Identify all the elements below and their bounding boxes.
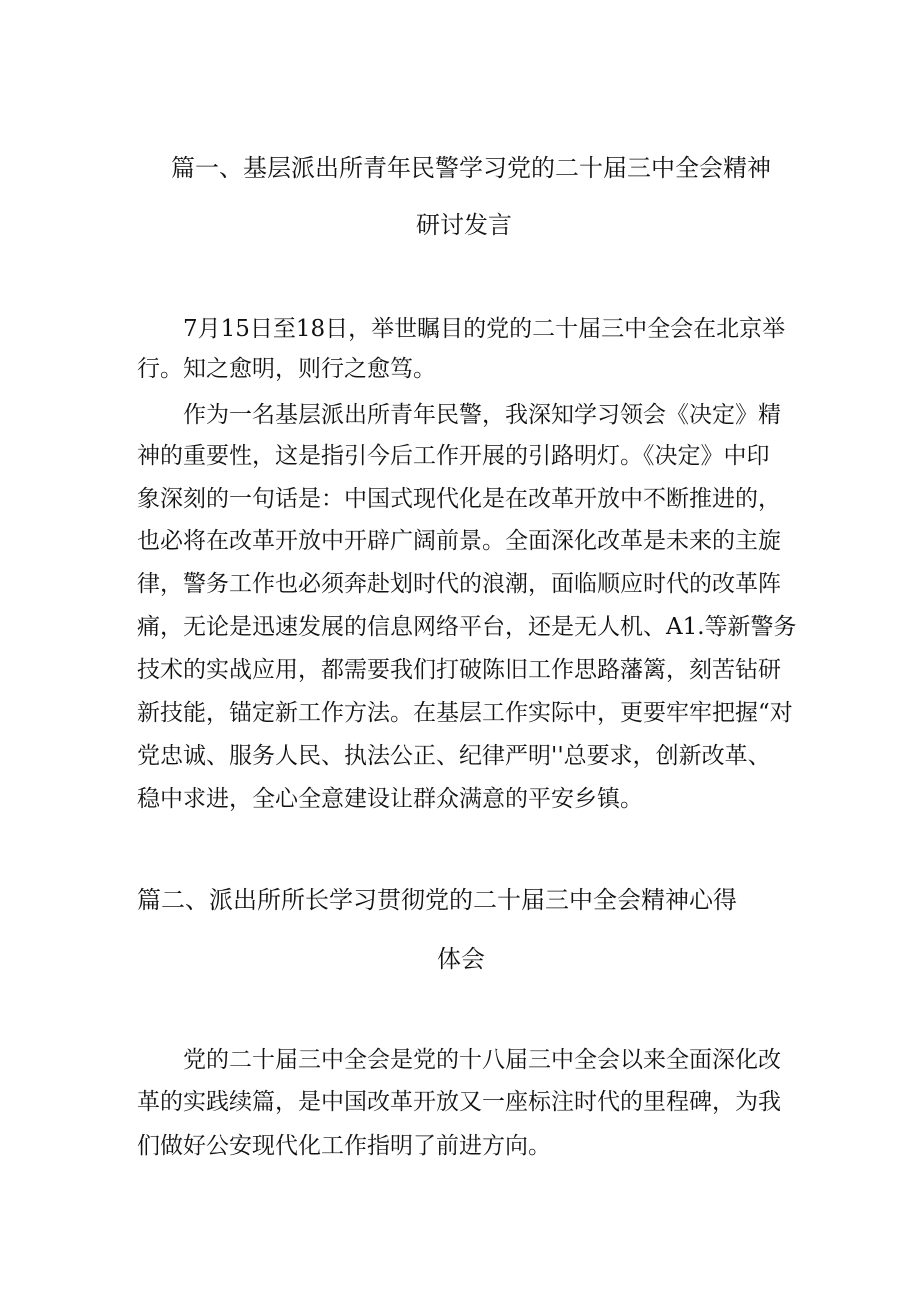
paragraph-line: 革的实践续篇，是中国改革开放又一座标注时代的里程碑，为我 — [137, 1089, 781, 1115]
paragraph-line: 党的二十届三中全会是党的十八届三中全会以来全面深化改 — [183, 1047, 781, 1073]
paragraph-line: 党忠诚、服务人民、执法公正、纪律严明''总要求，创新改革、 — [137, 743, 771, 769]
section1-title-line1: 篇一、基层派出所青年民警学习党的二十届三中全会精神 — [171, 154, 771, 182]
paragraph-line: 痛，无论是迅速发展的信息网络平台，还是无人机、A1.等新警务 — [137, 614, 797, 640]
paragraph-line: 技术的实战应用，都需要我们打破陈旧工作思路藩篱，刻苦钻研 — [137, 657, 781, 683]
paragraph-line: 神的重要性，这是指引今后工作开展的引路明灯。《决定》中印 — [137, 443, 770, 469]
paragraph-line: 作为一名基层派出所青年民警，我深知学习领会《决定》精 — [183, 402, 781, 428]
paragraph-line: 也必将在改革开放中开辟广阔前景。全面深化改革是未来的主旋 — [137, 528, 781, 554]
paragraph-line: 7月15日至18日，举世瞩目的党的二十届三中全会在北京举 — [183, 316, 786, 342]
section2-title-line2: 体会 — [437, 945, 485, 973]
section2-title-line1: 篇二、派出所所长学习贯彻党的二十届三中全会精神心得 — [137, 886, 737, 914]
section1-title-line2: 研讨发言 — [416, 211, 512, 239]
paragraph-line: 新技能，锚定新工作方法。在基层工作实际中，更要牢牢把握“对 — [137, 700, 793, 726]
paragraph-line: 稳中求进，全心全意建设让群众满意的平安乡镇。 — [137, 786, 643, 812]
paragraph-line: 象深刻的一句话是：中国式现代化是在改革开放中不断推进的， — [137, 486, 781, 512]
paragraph-line: 律，警务工作也必须奔赴划时代的浪潮，面临顺应时代的改革阵 — [137, 571, 781, 597]
paragraph-line: 们做好公安现代化工作指明了前进方向。 — [137, 1133, 551, 1159]
paragraph-line: 行。知之愈明，则行之愈笃。 — [137, 356, 436, 382]
